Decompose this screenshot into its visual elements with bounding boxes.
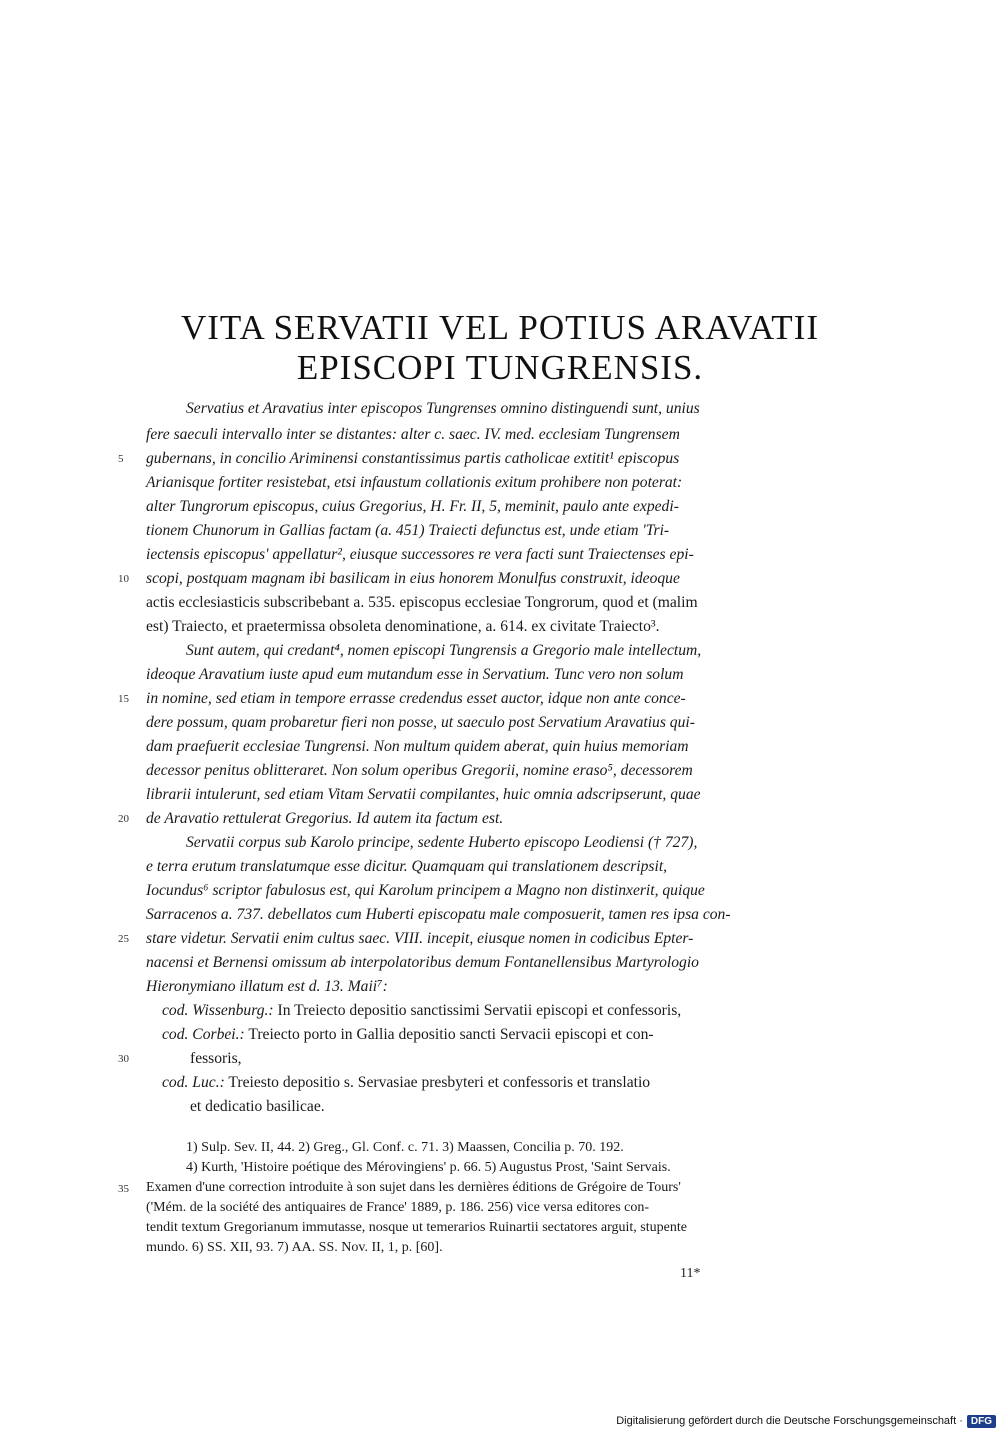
footnote-line: 4) Kurth, 'Histoire poétique des Mérovingiens' p. 66. 5) Augustus Prost, 'Saint Servais. [186,1160,671,1175]
body-line: Arianisque fortiter resistebat, etsi infaustum collationis exitum prohibere non poterat: [146,474,683,491]
footnote-line: Examen d'une correction introduite à son sujet dans les dernières éditions de Grégoire de Tours' [146,1180,681,1195]
body-line: alter Tungrorum episcopus, cuius Gregorius, H. Fr. II, 5, meminit, paulo ante expedi- [146,498,679,515]
body-line: e terra erutum translatumque esse dicitur. Quamquam qui translationem descripsit, [146,858,668,875]
body-line: gubernans, in concilio Ariminensi constantissimus partis catholicae extitit¹ episcopus [146,450,680,467]
line-number: 25 [118,933,129,945]
codex-text: In Treiecto depositio sanctissimi Servatii episcopi et confessoris, [277,1002,682,1019]
body-line: decessor penitus oblitteraret. Non solum operibus Gregorii, nomine eraso⁵, decessorem [146,762,693,779]
body-line: ideoque Aravatium iuste apud eum mutandum esse in Servatium. Tunc vero non solum [146,666,684,683]
footnote-line: mundo. 6) SS. XII, 93. 7) AA. SS. Nov. II, 1, p. [60]. [146,1240,443,1255]
body-line: Hieronymiano illatum est d. 13. Maii⁷: [146,978,388,995]
page-number: 11* [680,1266,701,1281]
body-line: tionem Chunorum in Gallias factam (a. 451) Traiecti defunctus est, unde etiam 'Tri- [146,522,670,539]
body-line: Servatii corpus sub Karolo principe, sedente Huberto episcopo Leodiensi († 727), [186,834,698,851]
body-line: scopi, postquam magnam ibi basilicam in eius honorem Monulfus construxit, ideoque [146,570,680,587]
body-line: dere possum, quam probaretur fieri non posse, ut saeculo post Servatium Aravatius qui- [146,714,695,731]
line-number: 35 [118,1183,129,1195]
body-line: Servatius et Aravatius inter episcopos Tungrenses omnino distinguendi sunt, unius [186,400,700,417]
title-line-2: EPISCOPI TUNGRENSIS. [296,348,704,387]
codex-siglum: cod. Corbei.: [162,1026,245,1043]
footnote-line: 1) Sulp. Sev. II, 44. 2) Greg., Gl. Conf. c. 71. 3) Maassen, Concilia p. 70. 192. [186,1140,624,1155]
digitization-credit [560,1412,996,1430]
page-title [120,308,880,388]
footnote-line: ('Mém. de la société des antiquaires de France' 1889, p. 186. 256) vice versa editores con- [146,1200,650,1215]
body-line: actis ecclesiasticis subscribebant a. 535. episcopus ecclesiae Tongrorum, quod et (malim [146,594,698,611]
body-line: stare videtur. Servatii enim cultus saec. VIII. incepit, eiusque nomen in codicibus Epter- [146,930,694,947]
footnote-line: tendit textum Gregorianum immutasse, nosque ut temerarios Ruinartii sectatores arguit, stupente [146,1220,687,1235]
body-line: Sunt autem, qui credant⁴, nomen episcopi Tungrensis a Gregorio male intellectum, [186,642,702,659]
line-number: 15 [118,693,129,705]
line-number: 10 [118,573,129,585]
codex-line [162,1000,808,1022]
body-line: in nomine, sed etiam in tempore errasse credendus esset auctor, idque non ante conce- [146,690,686,707]
codex-siglum: cod. Wissenburg.: [162,1002,274,1019]
body-line: librarii intulerunt, sed etiam Vitam Servatii compilantes, huic omnia adscripserunt, quae [146,786,701,803]
body-line: Iocundus⁶ scriptor fabulosus est, qui Karolum principem a Magno non distinxerit, quique [146,882,705,899]
codex-text: Treiecto porto in Gallia depositio sancti Servacii episcopi et con- [248,1026,654,1043]
body-line: dam praefuerit ecclesiae Tungrensi. Non multum quidem aberat, quin huius memoriam [146,738,689,755]
body-line: Sarracenos a. 737. debellatos cum Huberti episcopatu male composuerit, tamen res ipsa con- [146,906,731,923]
codex-continuation: fessoris, [190,1050,242,1067]
body-line: fere saeculi intervallo inter se distantes: alter c. saec. IV. med. ecclesiam Tungrensem [146,426,680,443]
codex-line [162,1024,808,1046]
dfg-logo-icon: DFG [967,1415,996,1428]
body-line: iectensis episcopus' appellatur², eiusque successores re vera facti sunt Traiectenses epi- [146,546,694,563]
line-number: 5 [118,453,124,465]
credit-text: Digitalisierung gefördert durch die Deutsche Forschungsgemeinschaft · [616,1415,963,1427]
line-number: 20 [118,813,129,825]
title-line-1: VITA SERVATII VEL POTIUS ARAVATII [180,308,819,347]
line-number: 30 [118,1053,129,1065]
body-line: est) Traiecto, et praetermissa obsoleta denominatione, a. 614. ex civitate Traiecto³. [146,618,660,635]
body-line: nacensi et Bernensi omissum ab interpolatoribus demum Fontanellensibus Martyrologio [146,954,699,971]
codex-continuation: et dedicatio basilicae. [190,1098,325,1115]
codex-text: Treiesto depositio s. Servasiae presbyteri et confessoris et translatio [228,1074,651,1091]
codex-siglum: cod. Luc.: [162,1074,225,1091]
body-line: de Aravatio rettulerat Gregorius. Id autem ita factum est. [146,810,504,827]
codex-line [162,1072,808,1094]
